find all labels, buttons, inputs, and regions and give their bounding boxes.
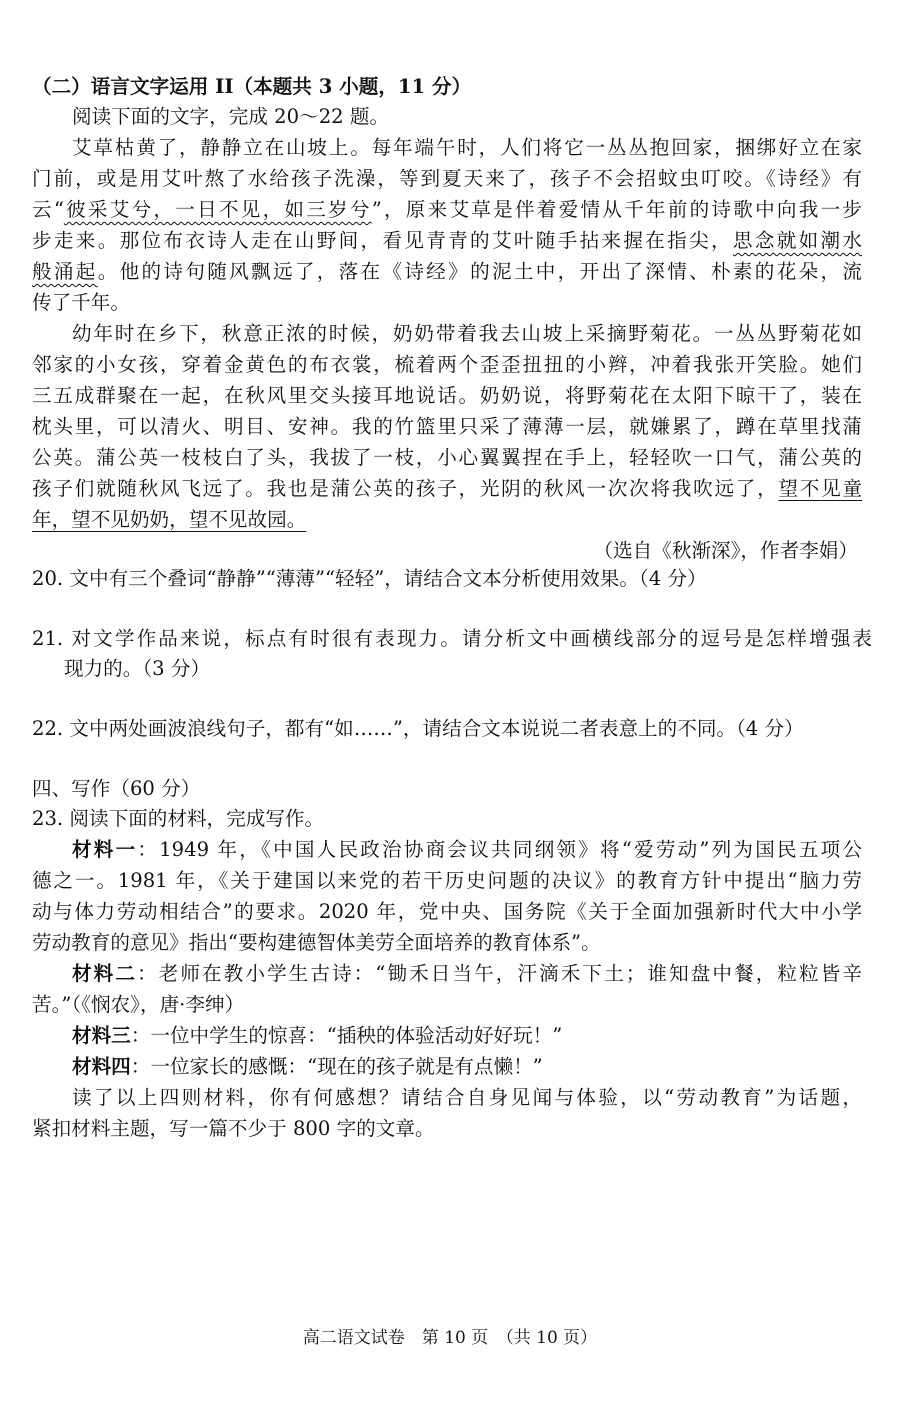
material-4 (72, 1052, 900, 1082)
text-segment: 。他的诗句随风飘远了，落在《诗经》的泥土中，开出了深情、朴素的花朵，流 (97, 260, 863, 283)
text-segment: ：老师在教小学生古诗：“锄禾日当午，汗滴禾下土；谁知盘中餐，粒粒皆辛 (137, 962, 862, 985)
passage-p2-line7 (32, 505, 862, 535)
wavy-underlined-sentence: 思念就如潮水 (732, 229, 862, 252)
page-footer: 高二语文试卷 第 10 页 （共 10 页） (302, 1328, 598, 1348)
reading-instruction: 阅读下面的文字，完成 20～22 题。 (72, 105, 390, 128)
material-1-line2: 德之一。1981 年，《关于建国以来党的若干历史问题的决议》的教育方针中提出“脑力劳 (32, 869, 862, 892)
passage-p1-line2: 门前，或是用艾叶熬了水给孩子洗澡，等到夏天来了，孩子不会招蚊虫叮咬。《诗经》有 (32, 167, 862, 190)
material-label: 材料一 (72, 838, 138, 861)
material-1-line4: 劳动教育的意见》指出“要构建德智体美劳全面培养的教育体系”。 (32, 931, 601, 954)
question-23: 23. 阅读下面的材料，完成写作。 (32, 807, 325, 830)
question-22: 22. 文中两处画波浪线句子，都有“如……”，请结合文本说说二者表意上的不同。（4 分） (32, 717, 804, 740)
text-segment: 步走来。那位布衣诗人走在山野间，看见青青的艾叶随手拈来握在指尖， (32, 229, 733, 252)
passage-p1-line3 (32, 195, 862, 225)
wavy-underlined-sentence: 彼采艾兮，一日不见，如三岁兮 (63, 198, 372, 221)
passage-source: （选自《秋渐深》，作者李娟） (593, 539, 858, 562)
writing-section-title: 四、写作（60 分） (32, 777, 201, 800)
text-segment: 云“ (32, 198, 64, 221)
question-21-line2: 现力的。（3 分） (64, 657, 211, 680)
passage-p2-line2: 邻家的小女孩，穿着金黄色的布衣裳，梳着两个歪歪扭扭的小辫，冲着我张开笑脸。她们 (32, 353, 862, 376)
passage-p1-line1: 艾草枯黄了，静静立在山坡上。每年端午时，人们将它一丛丛抱回家，捆绑好立在家 (72, 136, 862, 159)
text-segment: 孩子们就随秋风飞远了。我也是蒲公英的孩子，光阴的秋风一次次将我吹远了， (32, 477, 779, 500)
text-segment: ”，原来艾草是伴着爱情从千年前的诗歌中向我一步 (371, 198, 862, 221)
material-label: 材料三 (72, 1024, 131, 1047)
text-segment: ：一位家长的感慨：“现在的孩子就是有点懒！” (130, 1055, 543, 1078)
wavy-underlined-sentence: 般涌起 (32, 260, 98, 283)
underlined-sentence: 年，望不见奶奶，望不见故园。 (32, 508, 307, 531)
material-3 (72, 1021, 900, 1051)
writing-task-line2: 紧扣材料主题，写一篇不少于 800 字的文章。 (32, 1117, 435, 1140)
passage-p2-line5: 公英。蒲公英一枝枝白了头，我拔了一枝，小心翼翼捏在手上，轻轻吹一口气，蒲公英的 (32, 446, 862, 469)
section-title: （二）语言文字运用 II（本题共 3 小题，11 分） (32, 75, 472, 98)
passage-p1-line4 (32, 226, 862, 256)
passage-p2-line4: 枕头里，可以清火、明目、安神。我的竹篮里只采了薄薄一层，就嫌累了，蹲在草里找蒲 (32, 415, 862, 438)
material-2-line1 (72, 959, 862, 989)
passage-p2-line1: 幼年时在乡下，秋意正浓的时候，奶奶带着我去山坡上采摘野菊花。一丛丛野菊花如 (72, 322, 862, 345)
passage-p2-line6 (32, 474, 862, 504)
question-20: 20. 文中有三个叠词“静静”“薄薄”“轻轻”，请结合文本分析使用效果。（4 分） (32, 567, 707, 590)
material-label: 材料四 (72, 1055, 131, 1078)
passage-p1-line5 (32, 257, 862, 287)
underlined-sentence: 望不见童 (778, 477, 863, 500)
material-2-line2: 苦。”（《悯农》，唐·李绅） (32, 993, 245, 1016)
material-1-line1 (72, 835, 862, 865)
writing-task-line1: 读了以上四则材料，你有何感想？请结合自身见闻与体验，以“劳动教育”为话题， (72, 1086, 862, 1109)
passage-p1-line6: 传了千年。 (32, 291, 130, 314)
question-21-line1: 21. 对文学作品来说，标点有时很有表现力。请分析文中画横线部分的逗号是怎样增强表 (32, 627, 872, 650)
material-label: 材料二 (72, 962, 137, 985)
material-1-line3: 动与体力劳动相结合”的要求。2020 年，党中央、国务院《关于全面加强新时代大中小学 (32, 900, 862, 923)
passage-p2-line3: 三五成群聚在一起，在秋风里交头接耳地说话。奶奶说，将野菊花在太阳下晾干了，装在 (32, 384, 862, 407)
text-segment: ：一位中学生的惊喜：“插秧的体验活动好好玩！” (130, 1024, 563, 1047)
text-segment: ：1949 年，《中国人民政治协商会议共同纲领》将“爱劳动”列为国民五项公 (137, 838, 863, 861)
